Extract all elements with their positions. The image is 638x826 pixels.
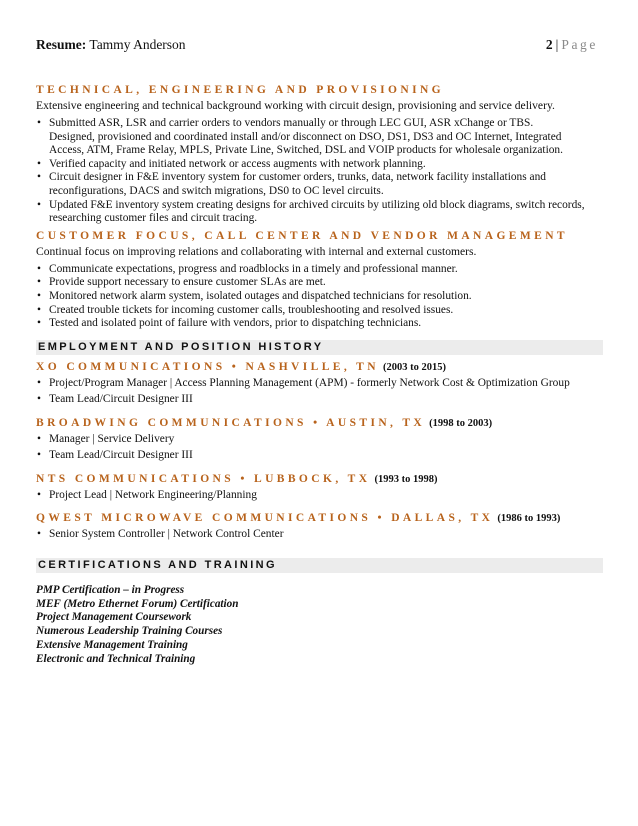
job-role: Senior System Controller | Network Control Center: [49, 528, 284, 541]
job-roles: [36, 431, 603, 464]
bullet-icon: •: [37, 376, 41, 389]
job-role: Project/Program Manager | Access Planning Management (APM) - formerly Network Cost & Optimization Group: [49, 376, 570, 389]
bullet-icon: •: [37, 289, 41, 302]
job-heading: [36, 471, 603, 487]
certification-item: Project Management Coursework: [36, 611, 192, 624]
certification-item: PMP Certification – in Progress: [36, 583, 185, 596]
company-name: BROADWING COMMUNICATIONS • AUSTIN, TX: [36, 416, 426, 429]
list-item: [36, 171, 603, 198]
bullet-icon: •: [37, 393, 41, 406]
bullet-icon: •: [37, 488, 41, 501]
bullet-text-line: Designed, provisioned and coordinated install and/or disconnect on DSO, DS1, DS3 and OC Internet, Integrated: [49, 130, 562, 143]
technical-section-title: TECHNICAL, ENGINEERING AND PROVISIONING: [36, 84, 445, 96]
list-item: [36, 290, 603, 304]
page-indicator: [546, 37, 598, 53]
list-item: [36, 391, 603, 408]
bullet-text-line: Monitored network alarm system, isolated outages and dispatched technicians for resolution.: [49, 289, 472, 302]
bullet-text-line: Circuit designer in F&E inventory system for customer orders, trunks, data, network facility installations and: [49, 171, 546, 184]
bullet-icon: •: [37, 303, 41, 316]
company-name: XO COMMUNICATIONS • NASHVILLE, TN: [36, 360, 379, 373]
list-item: [36, 375, 603, 392]
job-years: (1998 to 2003): [429, 417, 493, 429]
customer-bullets: [36, 263, 603, 331]
job-years: (2003 to 2015): [382, 361, 446, 373]
job-roles: [36, 375, 603, 408]
bullet-text-line: reconfigurations, DACS and switch migrations, DS0 to OC level circuits.: [49, 184, 384, 197]
employment-jobs: [36, 359, 603, 543]
resume-label: Resume:: [36, 37, 87, 52]
job-roles: [36, 487, 603, 504]
job-years: (1986 to 1993): [497, 513, 561, 525]
bullet-text-line: Created trouble tickets for incoming customer calls, troubleshooting and resolved issues.: [49, 303, 454, 316]
list-item: [36, 487, 603, 504]
list-item: [36, 276, 603, 290]
bullet-text-line: Provide support necessary to ensure customer SLAs are met.: [49, 276, 326, 289]
list-item: [36, 317, 603, 331]
page-word: Page: [561, 37, 598, 52]
list-item: [36, 304, 603, 318]
job-role: Manager | Service Delivery: [49, 432, 175, 445]
job-role: Team Lead/Circuit Designer III: [49, 393, 193, 406]
technical-intro: Extensive engineering and technical background working with circuit design, provisioning and service delivery.: [36, 99, 555, 112]
bullet-text-line: Tested and isolated point of failure with vendors, prior to dispatching technicians.: [49, 317, 422, 330]
bullet-text-line: Verified capacity and initiated network or access augments with network planning.: [49, 157, 426, 170]
job-years: (1993 to 1998): [374, 473, 438, 485]
list-item: [36, 447, 603, 464]
job-heading: [36, 359, 603, 375]
certification-item: Extensive Management Training: [36, 638, 188, 651]
bullet-text-line: Communicate expectations, progress and roadblocks in a timely and professional manner.: [49, 262, 458, 275]
resume-content: [36, 83, 603, 667]
list-item: [36, 431, 603, 448]
certifications-section-title: CERTIFICATIONS AND TRAINING: [36, 558, 603, 573]
bullet-icon: •: [37, 171, 41, 184]
list-item: [36, 263, 603, 277]
bullet-text-line: Access, ATM, Frame Relay, MPLS, Private Line, Switched, DSL and VOIP products for wholesale organization.: [49, 144, 563, 157]
header-left: [36, 37, 186, 53]
page-separator: |: [555, 37, 559, 52]
customer-section-title: CUSTOMER FOCUS, CALL CENTER AND VENDOR MANAGEMENT: [36, 229, 568, 242]
bullet-text-line: Updated F&E inventory system creating designs for archived circuits by utilizing old block diagrams, switch records,: [49, 198, 585, 211]
certification-item: Numerous Leadership Training Courses: [36, 625, 223, 638]
technical-bullets: [36, 117, 603, 226]
employment-section-title: EMPLOYMENT AND POSITION HISTORY: [36, 340, 603, 355]
certification-item: Electronic and Technical Training: [36, 652, 196, 665]
bullet-icon: •: [37, 262, 41, 275]
bullet-icon: •: [37, 117, 41, 129]
list-item: [36, 158, 603, 172]
list-item: [36, 526, 603, 543]
job-roles: [36, 526, 603, 543]
bullet-icon: •: [37, 432, 41, 445]
bullet-icon: •: [37, 198, 41, 211]
bullet-icon: •: [37, 528, 41, 541]
certifications-list: [36, 584, 603, 667]
bullet-text-line: Submitted ASR, LSR and carrier orders to vendors manually or through LEC GUI, ASR xChange or TBS.: [49, 117, 534, 129]
job-role: Project Lead | Network Engineering/Planning: [49, 488, 257, 501]
page-number: 2: [545, 37, 553, 52]
customer-intro: Continual focus on improving relations and collaborating with internal and external customers.: [36, 244, 477, 258]
list-item: [36, 199, 603, 226]
certification-item: MEF (Metro Ethernet Forum) Certification: [36, 597, 239, 610]
candidate-name: Tammy Anderson: [89, 37, 186, 52]
bullet-text-line: researching customer files and circuit tracing.: [49, 212, 258, 225]
bullet-icon: •: [37, 317, 41, 330]
job-role: Team Lead/Circuit Designer III: [49, 449, 193, 462]
bullet-icon: •: [37, 157, 41, 170]
bullet-icon: •: [37, 276, 41, 289]
bullet-icon: •: [37, 449, 41, 462]
job-heading: [36, 510, 603, 526]
list-item: [36, 117, 603, 158]
job-heading: [36, 415, 603, 431]
company-name: QWEST MICROWAVE COMMUNICATIONS • DALLAS, TX: [36, 512, 494, 525]
company-name: NTS COMMUNICATIONS • LUBBOCK, TX: [36, 472, 371, 485]
